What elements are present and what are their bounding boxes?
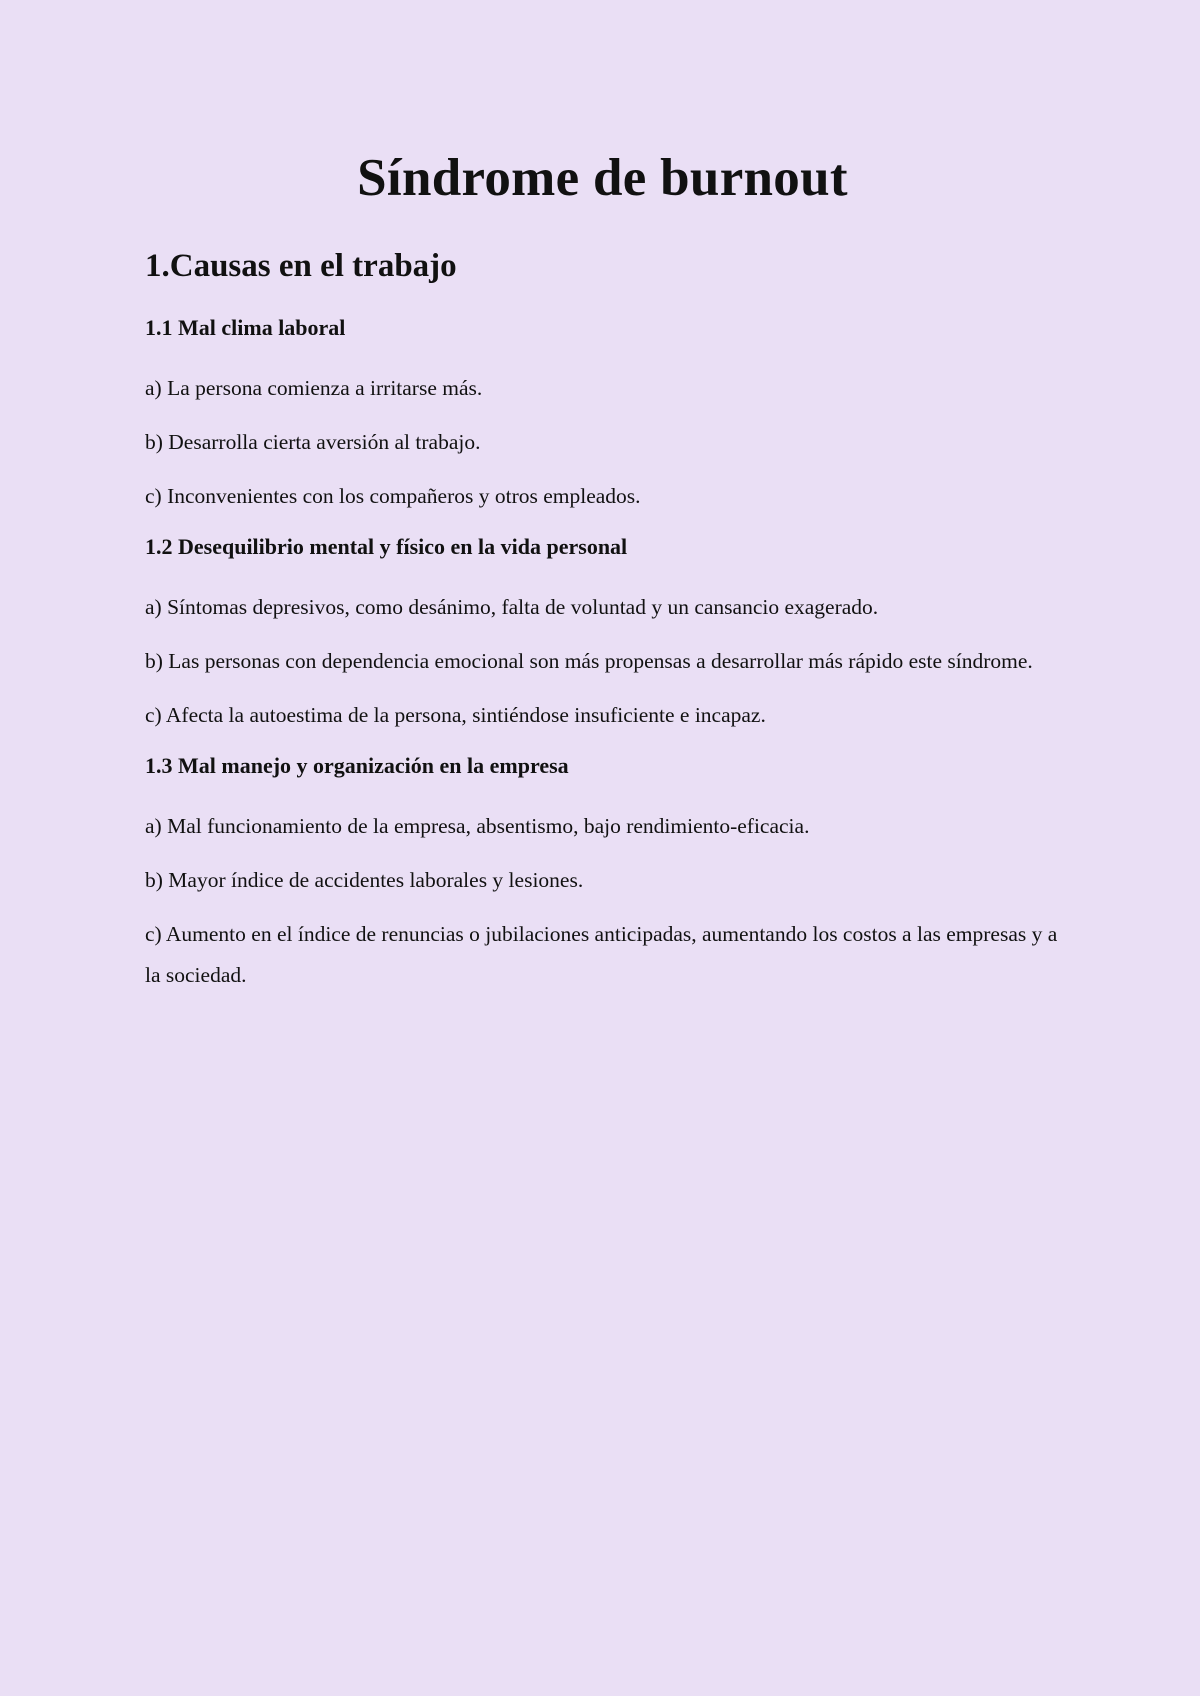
subsection-mal-clima-laboral — [145, 314, 1060, 517]
section-heading-causas: 1.Causas en el trabajo — [145, 248, 457, 284]
list-item: c) Afecta la autoestima de la persona, sintiéndose insuficiente e incapaz. — [145, 703, 766, 727]
document-title: Síndrome de burnout — [357, 149, 848, 207]
list-item: a) Síntomas depresivos, como desánimo, falta de voluntad y un cansancio exagerado. — [145, 595, 879, 619]
list-item: a) Mal funcionamiento de la empresa, absentismo, bajo rendimiento-eficacia. — [145, 814, 810, 838]
subsection-heading: 1.1 Mal clima laboral — [145, 315, 346, 340]
list-item: c) Aumento en el índice de renuncias o jubilaciones anticipadas, aumentando los costos a las empresas y a la sociedad. — [145, 922, 1058, 987]
list-item: a) La persona comienza a irritarse más. — [145, 376, 483, 400]
subsection-heading: 1.3 Mal manejo y organización en la empresa — [145, 753, 569, 778]
list-item: c) Inconvenientes con los compañeros y otros empleados. — [145, 484, 641, 508]
subsection-mal-manejo — [145, 752, 1060, 996]
list-item: b) Mayor índice de accidentes laborales y lesiones. — [145, 868, 584, 892]
subsection-heading: 1.2 Desequilibrio mental y físico en la vida personal — [145, 534, 628, 559]
list-item: b) Desarrolla cierta aversión al trabajo. — [145, 430, 481, 454]
subsection-desequilibrio — [145, 533, 1060, 736]
list-item: b) Las personas con dependencia emocional son más propensas a desarrollar más rápido este síndrome. — [145, 649, 1033, 673]
